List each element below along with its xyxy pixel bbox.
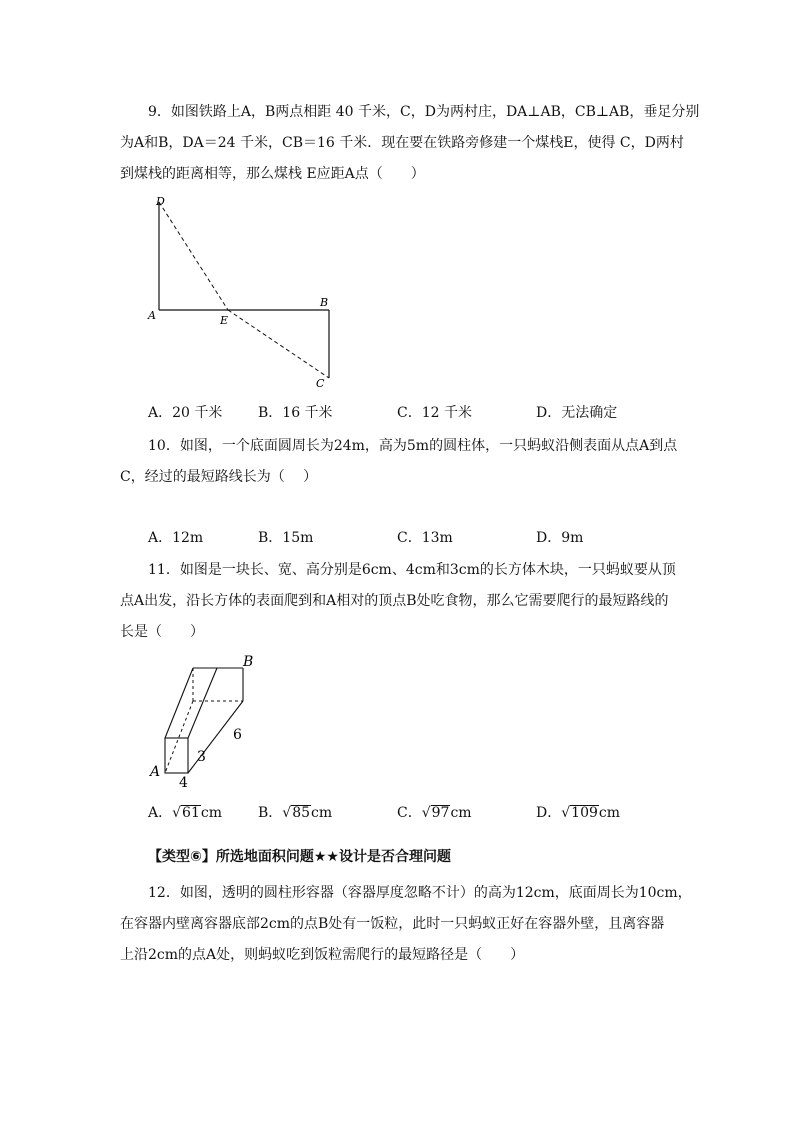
option-letter: D． xyxy=(536,805,562,821)
label-width: 4 xyxy=(179,775,188,791)
q9-option-b[interactable]: B．16 千米 xyxy=(258,405,333,421)
option-letter: C． xyxy=(397,805,422,821)
option-unit: cm xyxy=(598,805,621,821)
q9-option-c[interactable]: C．12 千米 xyxy=(397,405,472,421)
option-unit: cm xyxy=(450,805,472,821)
option-unit: cm xyxy=(311,805,333,821)
q11-option-b[interactable] xyxy=(258,803,332,823)
option-letter: A． xyxy=(148,805,173,821)
box-front-face xyxy=(165,738,188,773)
q11-line-3: 长是（ ） xyxy=(120,624,204,640)
ec-dashed xyxy=(228,310,329,378)
q12-line-2: 在容器内壁离容器底部2cm的点B处有一饭粒，此时一只蚂蚁正好在容器外壁，且离容器 xyxy=(120,916,665,932)
section-heading: 【类型⑥】所选地面积问题★★设计是否合理问题 xyxy=(148,849,451,865)
q9-line-2: 为A和B，DA＝24 千米，CB＝16 千米．现在要在铁路旁修建一个煤栈E，使得 C，D两村 xyxy=(120,135,684,151)
q11-figure xyxy=(145,648,275,793)
q10-option-b[interactable]: B．15m xyxy=(258,530,314,546)
q9-line-1: 9．如图铁路上A，B两点相距 40 千米，C，D为两村庄，DA⊥AB，CB⊥AB，垂足分别 xyxy=(148,104,700,120)
q11-option-d[interactable] xyxy=(536,803,620,823)
label-D: D xyxy=(156,195,165,208)
label-B: B xyxy=(243,654,254,670)
q11-line-2: 点A出发，沿长方体的表面爬到和A相对的顶点B处吃食物，那么它需要爬行的最短路线的 xyxy=(120,593,669,609)
q10-line-1: 10．如图，一个底面圆周长为24m，高为5m的圆柱体，一只蚂蚁沿侧表面从点A到点 xyxy=(148,438,678,454)
sqrt-symbol: √97 xyxy=(421,805,450,821)
q9-figure xyxy=(140,190,340,395)
box-edge xyxy=(165,668,193,738)
q10-line-2: C，经过的最短路线长为（ ） xyxy=(120,469,318,485)
label-height: 3 xyxy=(197,749,206,765)
q9-option-a[interactable]: A．20 千米 xyxy=(148,405,223,421)
option-letter: B． xyxy=(258,805,283,821)
q10-option-a[interactable]: A．12m xyxy=(148,530,204,546)
label-A: A xyxy=(150,764,161,780)
option-unit: cm xyxy=(200,805,222,821)
label-E: E xyxy=(220,314,229,327)
sqrt-symbol: √85 xyxy=(282,805,311,821)
q9-option-d[interactable]: D．无法确定 xyxy=(536,405,618,421)
q12-line-3: 上沿2cm的点A处，则蚂蚁吃到饭粒需爬行的最短路径是（ ） xyxy=(120,947,525,963)
q12-line-1: 12．如图，透明的圆柱形容器（容器厚度忽略不计）的高为12cm，底面周长为10cm， xyxy=(148,885,692,901)
label-A: A xyxy=(148,309,156,322)
q11-line-1: 11．如图是一块长、宽、高分别是6cm、4cm和3cm的长方体木块，一只蚂蚁要从顶 xyxy=(148,562,676,578)
q9-line-3: 到煤栈的距离相等，那么煤栈 E应距A点（ ） xyxy=(120,166,425,182)
q10-option-d[interactable]: D．9m xyxy=(536,530,584,546)
sqrt-symbol: √61 xyxy=(172,805,200,821)
label-length: 6 xyxy=(233,727,242,743)
label-B: B xyxy=(320,296,329,309)
q11-option-a[interactable] xyxy=(148,803,222,823)
q11-option-c[interactable] xyxy=(397,803,472,823)
label-C: C xyxy=(316,377,325,390)
q10-option-c[interactable]: C．13m xyxy=(397,530,453,546)
sqrt-symbol: √109 xyxy=(561,805,598,821)
de-dashed xyxy=(159,202,228,310)
